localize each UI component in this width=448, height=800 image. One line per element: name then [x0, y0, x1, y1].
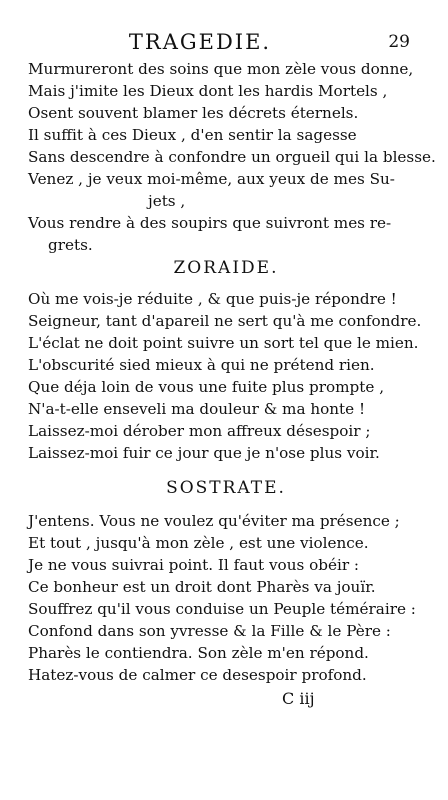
signature-mark: C iij	[282, 689, 315, 708]
verse-line: Osent souvent blamer les décrets éternels.	[28, 104, 359, 122]
verse-line: Sans descendre à confondre un orgueil qui la blesse.	[28, 148, 436, 166]
verse-line: Que déja loin de vous une fuite plus prompte ,	[28, 378, 385, 396]
verse-line: L'éclat ne doit point suivre un sort tel que le mien.	[28, 334, 419, 352]
speaker-heading-sostrate: SOSTRATE.	[166, 478, 286, 498]
verse-line: Pharès le contiendra. Son zèle m'en répond.	[28, 644, 369, 662]
verse-line: Venez , je veux moi-même, aux yeux de mes Su-	[28, 170, 395, 188]
verse-line: Laissez-moi fuir ce jour que je n'ose plus voir.	[28, 444, 380, 462]
verse-line: Laissez-moi dérober mon affreux désespoir ;	[28, 422, 371, 440]
verse-line: J'entens. Vous ne voulez qu'éviter ma présence ;	[28, 512, 400, 530]
verse-line: Seigneur, tant d'apareil ne sert qu'à me confondre.	[28, 312, 422, 330]
verse-line: Où me vois-je réduite , & que puis-je répondre !	[28, 290, 397, 308]
verse-block-opening	[28, 58, 436, 256]
verse-line: Mais j'imite les Dieux dont les hardis Mortels ,	[28, 82, 388, 100]
verse-line: N'a-t-elle enseveli ma douleur & ma honte !	[28, 400, 366, 418]
verse-line: Vous rendre à des soupirs que suivront mes re-	[28, 214, 392, 232]
verse-line: Confond dans son yvresse & la Fille & le Père :	[28, 622, 391, 640]
verse-block-sostrate	[28, 510, 428, 686]
verse-line: Ce bonheur est un droit dont Pharès va jouïr.	[28, 578, 376, 596]
verse-line: Il suffit à ces Dieux , d'en sentir la sagesse	[28, 126, 357, 144]
verse-line-continuation: jets ,	[148, 192, 186, 210]
verse-line: Hatez-vous de calmer ce desespoir profond.	[28, 666, 367, 684]
verse-line: Murmureront des soins que mon zèle vous donne,	[28, 60, 414, 78]
page-number: 29	[388, 32, 410, 52]
verse-line: L'obscurité sied mieux à qui ne prétend rien.	[28, 356, 375, 374]
verse-line-continuation: grets.	[48, 236, 93, 254]
running-title: TRAGEDIE.	[128, 30, 272, 54]
verse-line: Souffrez qu'il vous conduise un Peuple téméraire :	[28, 600, 416, 618]
verse-line: Je ne vous suivrai point. Il faut vous obéir :	[28, 556, 360, 574]
verse-line: Et tout , jusqu'à mon zèle , est une violence.	[28, 534, 369, 552]
speaker-heading-zoraide: ZORAIDE.	[173, 258, 279, 278]
verse-block-zoraide	[28, 288, 428, 464]
page-header	[30, 30, 430, 56]
